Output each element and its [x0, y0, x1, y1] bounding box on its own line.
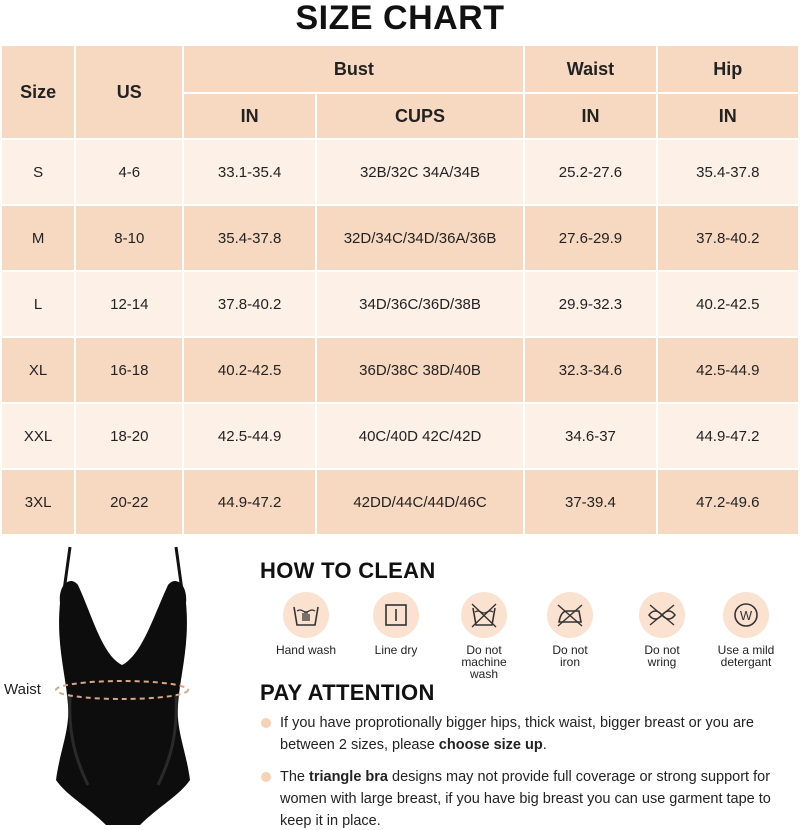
cell-waist: 34.6-37	[525, 404, 655, 468]
how-to-clean-heading: HOW TO CLEAN	[260, 558, 436, 583]
care-item-mild-detergent	[702, 592, 790, 668]
cell-bust-in: 35.4-37.8	[184, 206, 314, 270]
header-bust-in: IN	[184, 94, 314, 138]
table-row	[2, 206, 798, 270]
header-us: US	[76, 46, 182, 138]
size-chart-table	[0, 44, 800, 536]
cell-size: L	[2, 272, 74, 336]
mild-detergent-icon	[723, 592, 769, 638]
cell-us: 12-14	[76, 272, 182, 336]
care-item-no-iron	[526, 592, 614, 668]
cell-bust-in: 37.8-40.2	[184, 272, 314, 336]
cell-size: 3XL	[2, 470, 74, 534]
care-instructions	[262, 592, 800, 681]
care-label-line: Line dry	[374, 643, 418, 657]
header-hip-in: IN	[658, 94, 798, 138]
cell-cups: 34D/36C/36D/38B	[317, 272, 524, 336]
bullet-text: .	[542, 737, 547, 753]
cell-us: 20-22	[76, 470, 182, 534]
header-bust-cups: CUPS	[317, 94, 524, 138]
table-row	[2, 470, 798, 534]
cell-waist: 32.3-34.6	[525, 338, 655, 402]
cell-us: 4-6	[76, 140, 182, 204]
table-row	[2, 272, 798, 336]
cell-us: 8-10	[76, 206, 182, 270]
bodysuit-image	[40, 545, 205, 830]
no-wring-icon	[639, 592, 685, 638]
cell-size: XL	[2, 338, 74, 402]
header-waist-in: IN	[525, 94, 655, 138]
cell-cups: 40C/40D 42C/42D	[317, 404, 524, 468]
cell-bust-in: 42.5-44.9	[184, 404, 314, 468]
waist-label: Waist	[4, 681, 41, 698]
cell-hip: 35.4-37.8	[658, 140, 798, 204]
care-item-line-dry	[352, 592, 440, 656]
hand-wash-icon	[283, 592, 329, 638]
cell-us: 18-20	[76, 404, 182, 468]
cell-waist: 29.9-32.3	[525, 272, 655, 336]
care-label-line: iron	[559, 655, 580, 669]
cell-waist: 37-39.4	[525, 470, 655, 534]
cell-hip: 37.8-40.2	[658, 206, 798, 270]
list-item	[260, 766, 780, 830]
cell-waist: 27.6-29.9	[525, 206, 655, 270]
cell-size: M	[2, 206, 74, 270]
header-waist: Waist	[525, 46, 655, 92]
no-machine-wash-icon	[461, 592, 507, 638]
cell-cups: 32D/34C/34D/36A/36B	[317, 206, 524, 270]
care-label-line: Do not	[552, 643, 588, 657]
care-label-line: Hand wash	[275, 643, 337, 657]
cell-hip: 40.2-42.5	[658, 272, 798, 336]
care-item-no-wring	[618, 592, 706, 668]
care-item-no-machine-wash	[440, 592, 528, 680]
cell-cups: 36D/38C 38D/40B	[317, 338, 524, 402]
cell-hip: 47.2-49.6	[658, 470, 798, 534]
page-title: SIZE CHART	[295, 0, 505, 37]
cell-bust-in: 40.2-42.5	[184, 338, 314, 402]
cell-bust-in: 33.1-35.4	[184, 140, 314, 204]
care-label-line: Do not	[644, 643, 680, 657]
care-label-line: machine	[461, 655, 507, 669]
bullet-text: designs may not provide full coverage or strong support for women with large breast, if you have big breast you can use garment tape to keep it in place.	[280, 769, 771, 829]
cell-hip: 42.5-44.9	[658, 338, 798, 402]
header-bust: Bust	[184, 46, 523, 92]
bullet-bold-text: triangle bra	[309, 769, 388, 785]
cell-waist: 25.2-27.6	[525, 140, 655, 204]
cell-size: XXL	[2, 404, 74, 468]
care-label-line: Do not	[466, 643, 502, 657]
no-iron-icon	[547, 592, 593, 638]
care-label-line: Use a mild	[717, 643, 775, 657]
table-row	[2, 140, 798, 204]
cell-bust-in: 44.9-47.2	[184, 470, 314, 534]
svg-text:W: W	[739, 608, 753, 623]
header-size: Size	[2, 46, 74, 138]
cell-size: S	[2, 140, 74, 204]
care-item-hand-wash	[262, 592, 350, 656]
line-dry-icon	[373, 592, 419, 638]
bullet-dot-icon	[261, 718, 271, 728]
attention-list	[260, 712, 780, 830]
bullet-bold-text: choose size up	[438, 737, 543, 753]
cell-us: 16-18	[76, 338, 182, 402]
pay-attention-heading: PAY ATTENTION	[260, 680, 435, 705]
list-item	[260, 712, 780, 756]
care-label-line: detergant	[720, 655, 772, 669]
care-label-line: wash	[469, 667, 498, 681]
bullet-text: The	[280, 769, 310, 785]
cell-hip: 44.9-47.2	[658, 404, 798, 468]
cell-cups: 32B/32C 34A/34B	[317, 140, 524, 204]
bullet-text: If you have proprotionally bigger hips, thick waist, bigger breast or you are between 2 sizes, please	[280, 715, 754, 753]
header-hip: Hip	[658, 46, 798, 92]
table-row	[2, 338, 798, 402]
table-row	[2, 404, 798, 468]
care-label-line: wring	[647, 655, 677, 669]
bullet-dot-icon	[261, 772, 271, 782]
cell-cups: 42DD/44C/44D/46C	[317, 470, 524, 534]
